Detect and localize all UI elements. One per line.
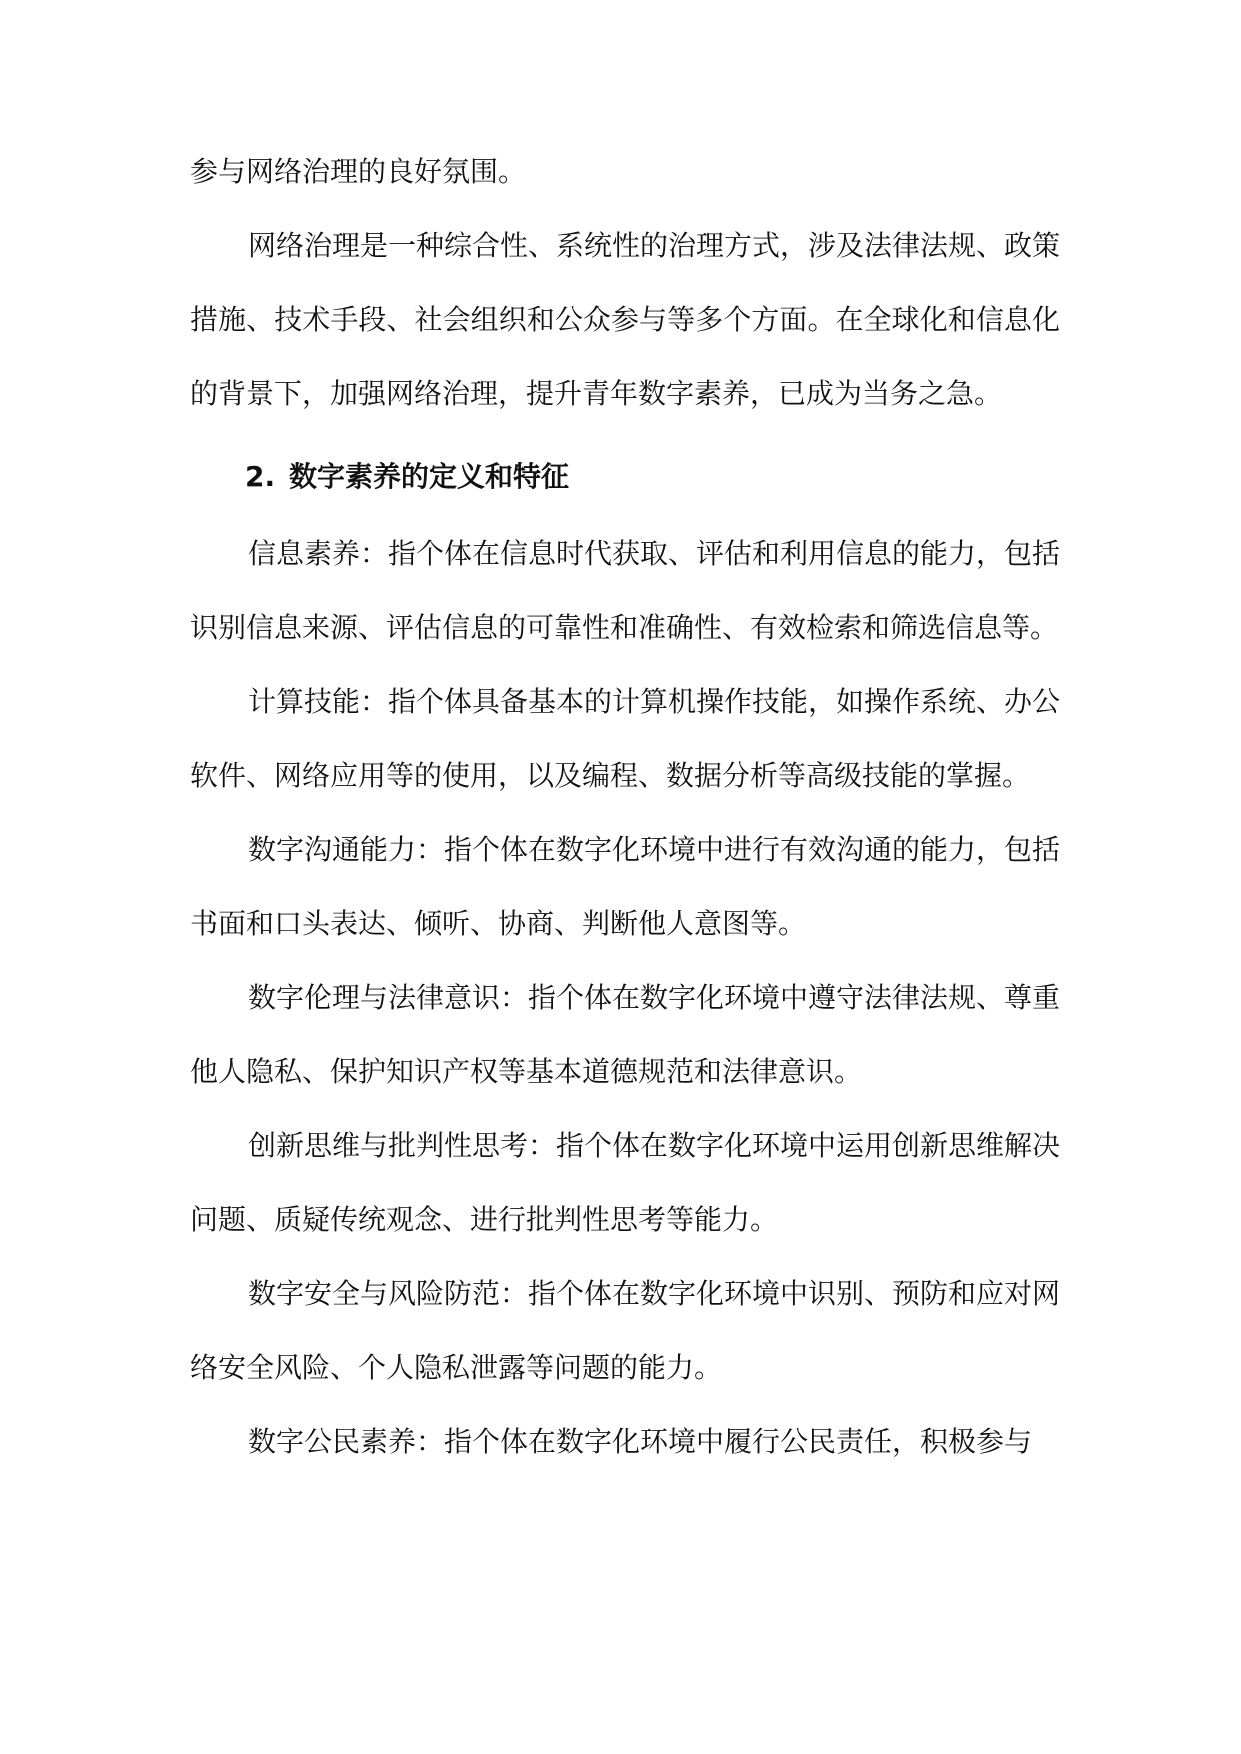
paragraph: 网络治理是一种综合性、系统性的治理方式，涉及法律法规、政策措施、技术手段、社会组织和公众参与等多个方面。在全球化和信息化的背景下，加强网络治理，提升青年数字素养，已成为当务之急。 <box>190 229 1061 410</box>
document-body <box>190 135 1060 1479</box>
section-heading <box>190 441 1060 513</box>
paragraph: 创新思维与批判性思考：指个体在数字化环境中运用创新思维解决问题、质疑传统观念、进行批判性思考等能力。 <box>190 1129 1061 1236</box>
paragraph: 数字安全与风险防范：指个体在数字化环境中识别、预防和应对网络安全风险、个人隐私泄露等问题的能力。 <box>190 1277 1061 1384</box>
paragraph: 数字公民素养：指个体在数字化环境中履行公民责任，积极参与 <box>248 1425 1033 1458</box>
section-number: 2. <box>245 460 276 493</box>
paragraph: 信息素养：指个体在信息时代获取、评估和利用信息的能力，包括识别信息来源、评估信息的可靠性和准确性、有效检索和筛选信息等。 <box>190 537 1061 644</box>
section-title: 数字素养的定义和特征 <box>289 460 570 493</box>
paragraph: 数字伦理与法律意识：指个体在数字化环境中遵守法律法规、尊重他人隐私、保护知识产权等基本道德规范和法律意识。 <box>190 981 1061 1088</box>
paragraph: 参与网络治理的良好氛围。 <box>190 155 527 188</box>
paragraph: 计算技能：指个体具备基本的计算机操作技能，如操作系统、办公软件、网络应用等的使用，以及编程、数据分析等高级技能的掌握。 <box>190 685 1061 792</box>
paragraph: 数字沟通能力：指个体在数字化环境中进行有效沟通的能力，包括书面和口头表达、倾听、协商、判断他人意图等。 <box>190 833 1061 940</box>
